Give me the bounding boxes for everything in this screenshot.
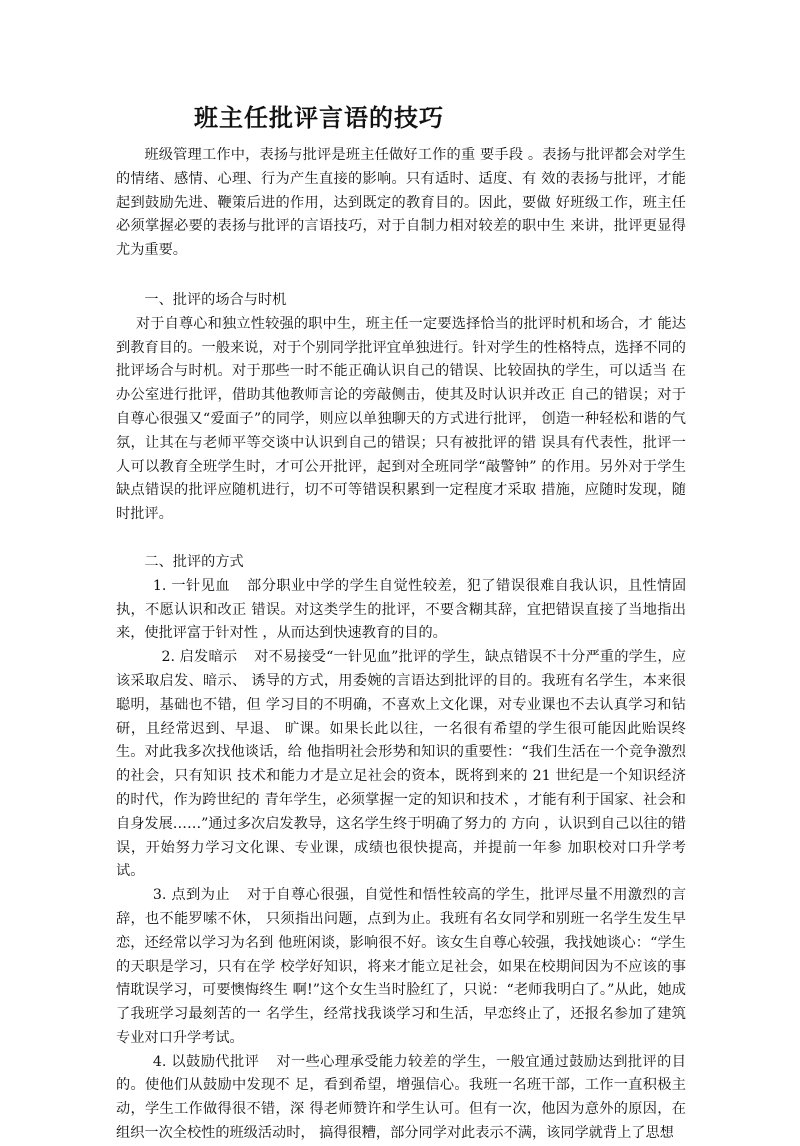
method-item-encourage	[116, 1051, 686, 1146]
method-text: 对一些心理承受能力较差的学生，一般宜通过鼓励达到批评的目的。使他们从鼓励中发现不 足，看到希望，增强信心。我班一名班干部，工作一直积极主动，学生工作做得很不错，深 得老师赞许和学生认可。但有一次，他因为意外的原因，在组织一次全校性的班级活动时， 搞得很糟，部分同学对此表示不满，该同学就背上了思想	[116, 1053, 686, 1142]
method-text: 对不易接受“一针见血”批评的学生，缺点错误不十分严重的学生，应该采取启发、暗示、 诱导的方式，用委婉的言语达到批评的目的。我班有名学生，本来很聪明，基础也不错，但 学习目的不明确，不喜欢上文化课，对专业课也不去认真学习和钻研，且经常迟到、早退、 旷课。如果长此以往，一名很有希望的学生很可能因此贻误终生。对此我多次找他谈话，给 他指明社会形势和知识的重要性：“我们生活在一个竞争激烈的社会，只有知识 技术和能力才是立足社会的资本，既将到来的 21 世纪是一个知识经济的时代，作为跨世纪的 青年学生，必须掌握一定的知识和技术 ，才能有利于国家、社会和自身发展……”通过多次启发教导，这名学生终于明确了努力的 方向 ，认识到自己以往的错误，开始努力学习文化课、专业课，成绩也很快提高，并提前一年参 加职校对口升学考试。	[116, 649, 686, 880]
method-label: 1. 一针见血	[152, 577, 231, 594]
section-heading-methods: 二、批评的方式	[144, 553, 244, 570]
method-text: 对于自尊心很强，自觉性和悟性较高的学生，批评尽量不用激烈的言辞，也不能罗嗦不休， 只须指出问题，点到为止。我班有名女同学和别班一名学生发生早恋，还经常以学习为名到 他班闲谈，影响很不好。该女生自尊心较强，我找她谈心：“学生的天职是学习，只有在学 校学好知识，将来才能立足社会，如果在校期间因为不应该的事情耽误学习，可要懊悔终生 啊!”这个女生当时脸红了，只说：“老师我明白了。”从此，她成了我班学习最刻苦的一 名学生，经常找我谈学习和生活，早恋终止了，还报名参加了建筑专业对口升学考试。	[116, 887, 687, 1046]
method-label: 2. 启发暗示	[161, 649, 238, 666]
method-label: 3. 点到为止	[152, 887, 231, 904]
method-item-direct	[116, 575, 686, 646]
method-label: 4. 以鼓励代批评	[152, 1053, 260, 1070]
document-page	[116, 100, 686, 1146]
method-item-brief	[116, 884, 686, 1051]
page-title: 班主任批评言语的技巧	[194, 104, 444, 132]
section-heading-timing: 一、批评的场合与时机	[144, 291, 287, 308]
method-text: 部分职业中学的学生自觉性较差，犯了错误很难自我认识，且性情固执，不愿认识和改正 错误。对这类学生的批评，不要含糊其辞，宜把错误直接了当地指出来，使批评富于针对性 ，从而达到快速教育的目的。	[116, 577, 687, 642]
intro-paragraph: 班级管理工作中，表扬与批评是班主任做好工作的重 要手段 。表扬与批评都会对学生的情绪、感情、心理、行为产生直接的影响。只有适时、适度、有 效的表扬与批评，才能起到鼓励先进、鞭策后进的作用，达到既定的教育目的。因此，要做 好班级工作，班主任必须掌握必要的表扬与批评的言语技巧，对于自制力相对较差的职中生 来讲，批评更显得尤为重要。	[116, 147, 686, 259]
section-body-timing: 对于自尊心和独立性较强的职中生，班主任一定要选择恰当的批评时机和场合，才 能达到教育目的。一般来说，对于个别同学批评宜单独进行。针对学生的性格特点，选择不同的批评场合与时机。对于那些一时不能正确认识自己的错误、比较固执的学生，可以适当 在办公室进行批评，借助其他教师言论的旁敲侧击，使其及时认识并改正 自己的错误；对于自尊心很强又“爱面子”的同学，则应以单独聊天的方式进行批评， 创造一种轻松和谐的气氛，让其在与老师平等交谈中认识到自己的错误；只有被批评的错 误具有代表性，批评一人可以教育全班学生时，才可公开批评，起到对全班同学“敲警钟” 的作用。另外对于学生缺点错误的批评应随机进行，切不可等错误积累到一定程度才采取 措施，应随时发现，随时批评。	[116, 315, 686, 523]
method-item-hint	[116, 646, 686, 884]
